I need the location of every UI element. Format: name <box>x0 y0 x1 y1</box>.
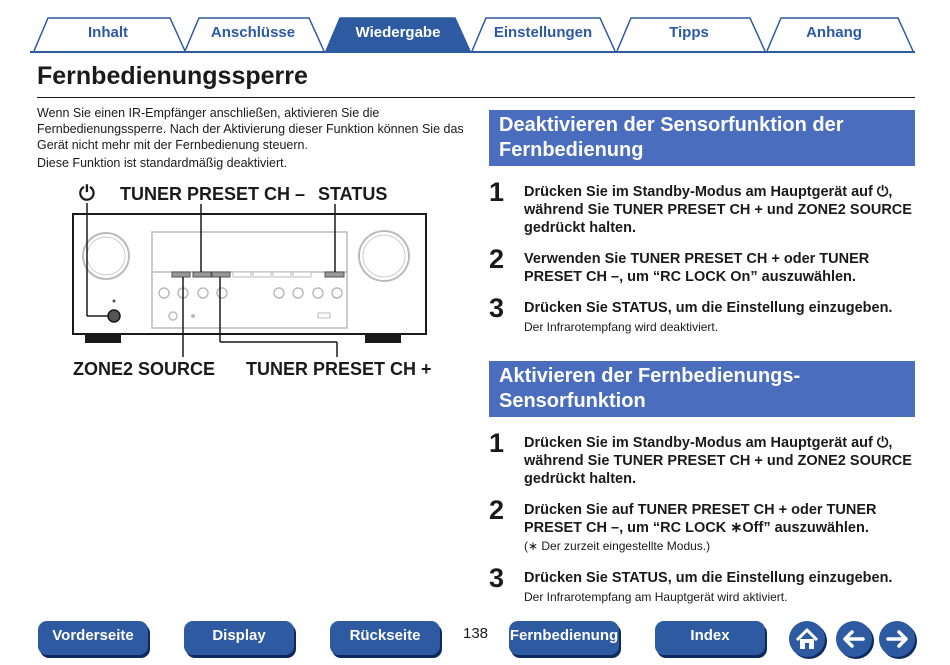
tab-anschluesse[interactable]: Anschlüsse <box>210 24 296 41</box>
forward-button[interactable] <box>879 621 915 657</box>
step-text: Drücken Sie auf TUNER PRESET CH + oder TUNER PRESET CH –, um “RC LOCK ∗Off” auszuwählen. <box>524 502 877 536</box>
step-text: Drücken Sie im Standby-Modus am Hauptgerät auf ⏻, während Sie TUNER PRESET CH + und ZONE2 SOURCE gedrückt halten. <box>524 435 912 487</box>
step-number: 1 <box>489 177 505 207</box>
index-button[interactable]: Index <box>655 621 765 655</box>
status-label: STATUS <box>318 184 388 204</box>
step-number: 3 <box>489 563 505 593</box>
intro-paragraph-2: Diese Funktion ist standardmäßig deaktiviert. <box>37 156 288 170</box>
tuner-plus-label: TUNER PRESET CH + <box>246 359 432 379</box>
zone2-label: ZONE2 SOURCE <box>73 359 216 379</box>
step-text: Drücken Sie STATUS, um die Einstellung einzugeben. <box>524 570 893 586</box>
tab-einstellungen[interactable]: Einstellungen <box>493 24 593 41</box>
step-number: 3 <box>489 293 505 323</box>
step-text: Verwenden Sie TUNER PRESET CH + oder TUNER PRESET CH –, um “RC LOCK On” auszuwählen. <box>524 251 870 285</box>
page-number: 138 <box>463 625 489 642</box>
intro-paragraph-1: Wenn Sie einen IR-Empfänger anschließen, aktivieren Sie die Fernbedienungssperre. Nach der Aktivierung dieser Funktion können Sie das Gerät nicht mehr mit der Fernbedienung steuern. <box>37 106 464 152</box>
arrow-left-icon <box>836 621 872 657</box>
step-text: Drücken Sie STATUS, um die Einstellung einzugeben. <box>524 300 893 316</box>
page-title: Fernbedienungssperre <box>37 62 308 90</box>
power-label: ⏻ <box>79 183 95 205</box>
back-button[interactable] <box>836 621 872 657</box>
home-button[interactable] <box>789 621 825 657</box>
step-number: 2 <box>489 244 505 274</box>
section-heading-deactivate: Deaktivieren der Sensorfunktion der Fernbedienung <box>489 110 915 166</box>
step-note: (∗ Der zurzeit eingestellte Modus.) <box>524 539 711 553</box>
display-button[interactable]: Display <box>184 621 294 655</box>
home-icon <box>789 621 825 657</box>
step-number: 2 <box>489 495 505 525</box>
step-note: Der Infrarotempfang wird deaktiviert. <box>524 320 719 334</box>
tuner-minus-label: TUNER PRESET CH – <box>120 184 306 204</box>
step-number: 1 <box>489 428 505 458</box>
front-panel-button[interactable]: Vorderseite <box>38 621 148 655</box>
tab-anhang[interactable]: Anhang <box>806 24 862 41</box>
tab-tipps[interactable]: Tipps <box>669 24 709 41</box>
step-note: Der Infrarotempfang am Hauptgerät wird aktiviert. <box>524 590 788 604</box>
section-heading-activate: Aktivieren der Fernbedienungs-Sensorfunktion <box>489 361 915 417</box>
tab-inhalt[interactable]: Inhalt <box>88 24 128 41</box>
remote-control-button[interactable]: Fernbedienung <box>509 621 619 655</box>
step-text: Drücken Sie im Standby-Modus am Hauptgerät auf ⏻, während Sie TUNER PRESET CH + und ZONE2 SOURCE gedrückt halten. <box>524 184 912 236</box>
tab-wiedergabe[interactable]: Wiedergabe <box>355 24 441 41</box>
arrow-right-icon <box>879 621 915 657</box>
receiver-diagram <box>0 0 470 400</box>
rear-panel-button[interactable]: Rückseite <box>330 621 440 655</box>
